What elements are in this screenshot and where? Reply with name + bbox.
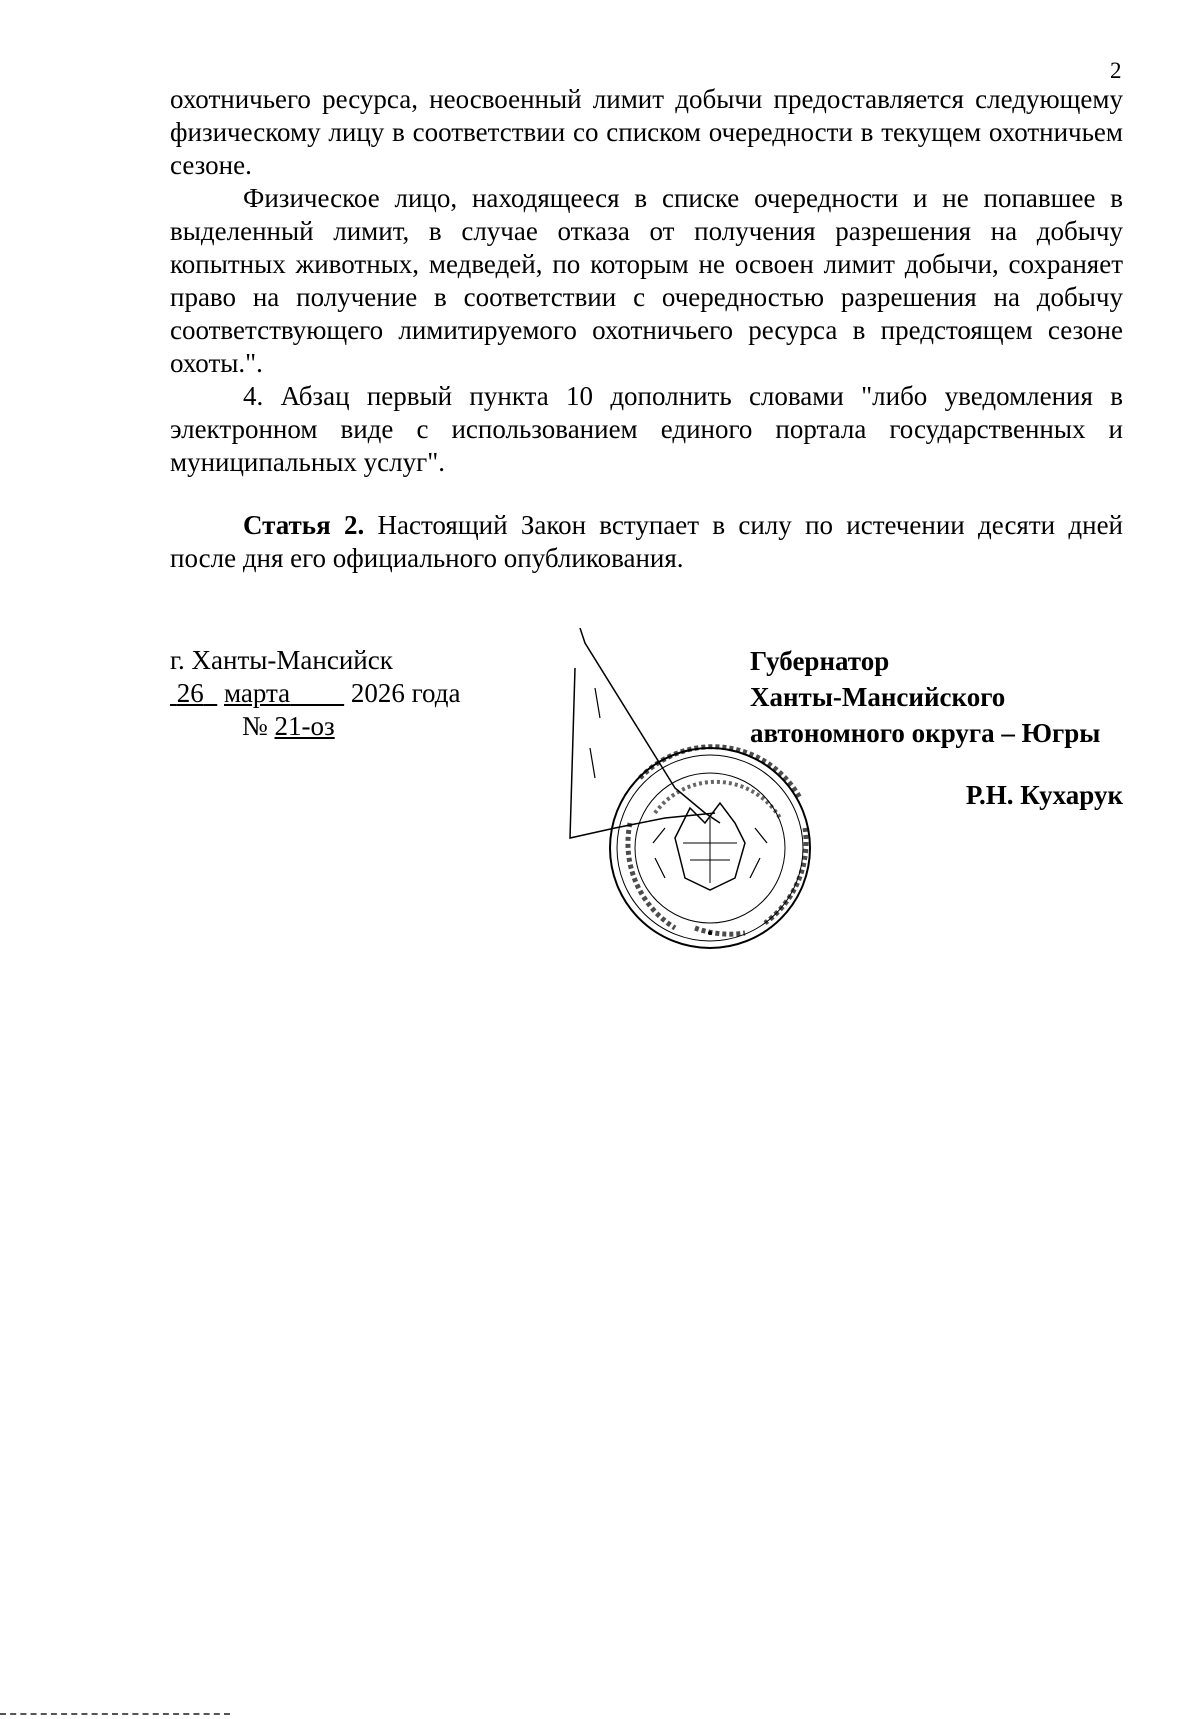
page-number: 2 bbox=[1110, 58, 1122, 83]
governor-title-line3: автономного округа – Югры bbox=[750, 718, 1101, 748]
law-number bbox=[170, 710, 461, 743]
paragraph-continuation: охотничьего ресурса, неосвоенный лимит добычи предоставляется следующему физическому лицу в соответствии со списком очередности в текущем охотничьем сезоне. bbox=[170, 84, 1123, 180]
article-2-label: Статья 2. bbox=[243, 510, 365, 540]
footer-rule bbox=[0, 1713, 230, 1715]
signing-year: 2026 года bbox=[350, 678, 461, 708]
document-body bbox=[170, 83, 1123, 575]
article-2 bbox=[170, 509, 1123, 575]
governor-title-line2: Ханты-Мансийского bbox=[750, 682, 1006, 712]
signing-date bbox=[170, 677, 461, 710]
law-number-prefix: № bbox=[242, 711, 268, 741]
signing-place-date bbox=[170, 644, 461, 743]
article-2-text: Настоящий Закон вступает в силу по истечении десяти дней после дня его официального опубликования. bbox=[170, 510, 1124, 573]
signing-month: марта bbox=[224, 678, 291, 708]
signing-day: 26 bbox=[176, 678, 204, 708]
paragraph-individual-rights: Физическое лицо, находящееся в списке очередности и не попавшее в выделенный лимит, в случае отказа от получения разрешения на добычу копытных животных, медведей, по которым не освоен лимит добычи, сохраняет право на получение в соответствии с очередностью разрешения на добычу соответствующего лимитируемого охотничьего ресурса в предстоящем сезоне охоты.". bbox=[170, 183, 1123, 378]
governor-title bbox=[750, 643, 1100, 751]
signing-city: г. Ханты-Мансийск bbox=[170, 645, 393, 675]
paragraph-amendment-4: 4. Абзац первый пункта 10 дополнить словами "либо уведомления в электронном виде с использованием единого портала государственных и муниципальных услуг". bbox=[170, 381, 1123, 477]
governor-title-line1: Губернатор bbox=[750, 646, 890, 676]
governor-name: Р.Н. Кухарук bbox=[965, 780, 1123, 810]
law-number-value: 21-оз bbox=[274, 711, 335, 741]
